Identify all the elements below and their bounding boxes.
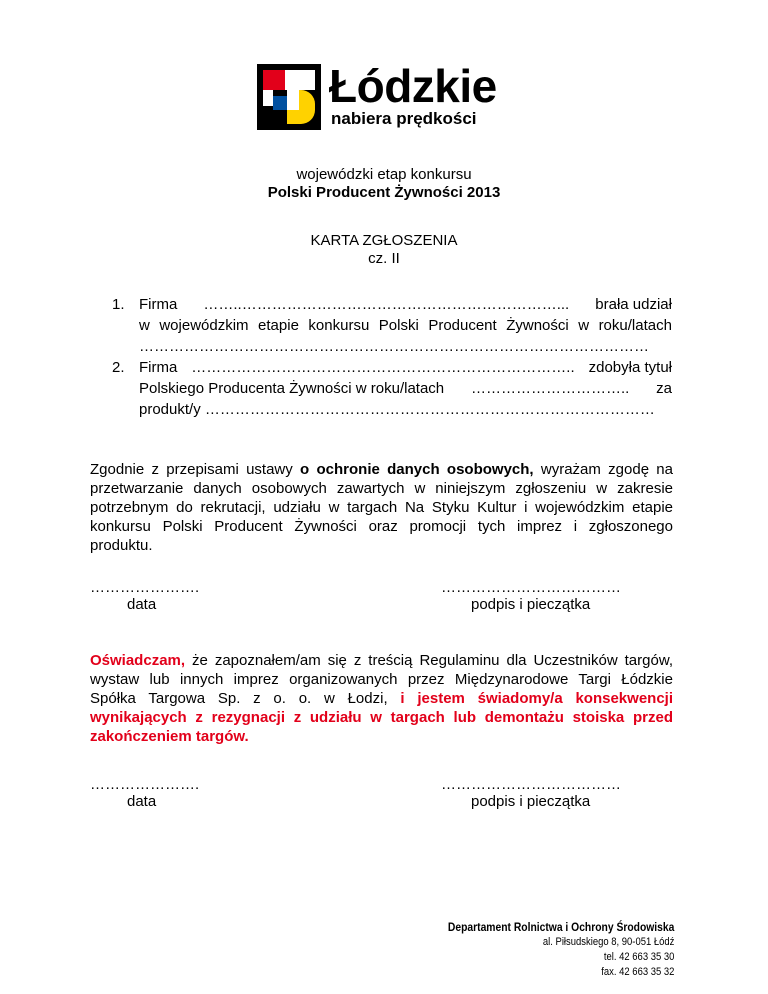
signature-field-2[interactable]: ……………………………… bbox=[441, 776, 621, 793]
years-field-1[interactable]: ………………………………………………………………………………………… bbox=[139, 338, 649, 355]
header-subtitle: wojewódzki etap konkursu bbox=[296, 166, 472, 183]
signature-field-1[interactable]: ……………………………… bbox=[441, 579, 621, 596]
logo-mark-icon bbox=[257, 64, 321, 130]
declaration-paragraph: Oświadczam, że zapoznałem/am się z treścią Regulaminu dla Uczestników targów, wystaw lub innych imprez organizowanych przez Międzynarodowe Targi Łódzkie Spółka Targowa Sp. z o. o. w Łodzi, i jestem świadomy/a konsekwencji wynikających z rezygnacji z udziału w targach lub demontażu stoiska przed zakończeniem targów. bbox=[90, 652, 673, 745]
header-title: Polski Producent Żywności 2013 bbox=[267, 184, 501, 201]
entry-list bbox=[112, 294, 672, 420]
list-item-2: 2. Firma ………………………………………………………………….. zdobyła tytuł Polskiego Producenta Żywności w roku/latach ………………………….. za produkt/y ……………………………………………………………………………… bbox=[112, 359, 672, 418]
footer-address: al. Piłsudskiego 8, 90-051 Łódź bbox=[542, 936, 674, 948]
date-label-1: data bbox=[127, 596, 157, 613]
footer-department: Departament Rolnictwa i Ochrony Środowiska bbox=[447, 920, 674, 934]
date-field-2[interactable]: …………………. bbox=[90, 776, 200, 793]
footer-contact bbox=[447, 920, 674, 980]
form-title: KARTA ZGŁOSZENIA bbox=[310, 232, 458, 249]
date-label-2: data bbox=[127, 793, 157, 810]
logo-tagline: nabiera prędkości bbox=[331, 109, 477, 128]
form-part: cz. II bbox=[368, 250, 400, 267]
lodzkie-logo bbox=[257, 60, 511, 130]
firm-name-field-1[interactable]: ……..………………………………………………………... bbox=[203, 296, 570, 313]
date-field-1[interactable]: …………………. bbox=[90, 579, 200, 596]
firm-name-field-2[interactable]: ………………………………………………………………….. bbox=[191, 359, 575, 376]
footer-fax: fax. 42 663 35 32 bbox=[600, 966, 674, 978]
list-item-1: 1. Firma ……..………………………………………………………... brała udział w wojewódzkim etapie konkursu Polski Producent Żywności w roku/latach ………………………………………………………………………………………… bbox=[112, 296, 672, 355]
product-field[interactable]: produkt/y ……………………………………………………………………………… bbox=[139, 401, 655, 418]
years-field-2[interactable]: ………………………….. bbox=[470, 380, 630, 397]
footer-tel: tel. 42 663 35 30 bbox=[603, 951, 674, 963]
signature-label-2: podpis i pieczątka bbox=[471, 793, 591, 810]
logo-wordmark: Łódzkie bbox=[329, 60, 497, 112]
consent-paragraph: Zgodnie z przepisami ustawy o ochronie danych osobowych, wyrażam zgodę na przetwarzanie danych osobowych zawartych w niniejszym zgłoszeniu w zakresie potrzebnym do rekrutacji, udziału w targach Na Styku Kultur i wojewódzkim etapie konkursu Polski Producent Żywności oraz promocji tych imprez i zgłoszonego produktu. bbox=[90, 461, 673, 554]
signature-label-1: podpis i pieczątka bbox=[471, 596, 591, 613]
